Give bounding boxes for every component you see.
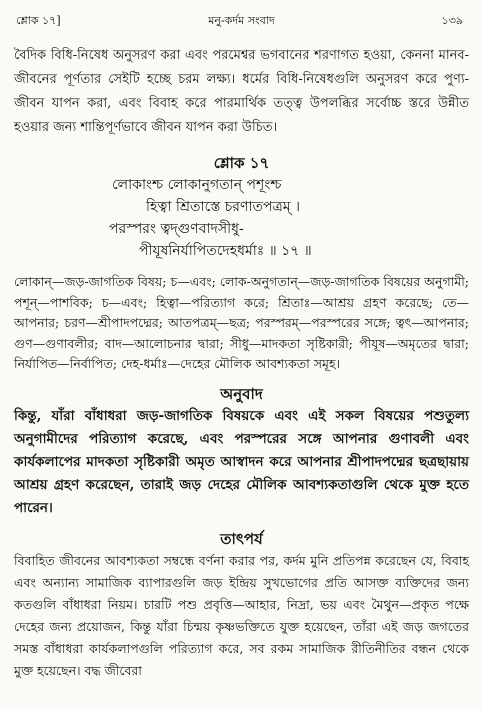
translation-paragraph: কিন্তু, যাঁরা বাঁধাধরা জড়-জাগতিক বিষয়কে এবং এই সকল বিষয়ের পশুতুল্য অনুগামীদের পরিত্যাগ করেছে, এবং পরস্পরের সঙ্গে আপনার গুণাবলী এবং কার্যকলাপের মাদকতা সৃষ্টিকারী অমৃত আস্বাদন করে আপনার শ্রীপাদপদ্মের ছত্রছায়ায় আশ্রয় গ্রহণ করেছেন, তারাই জড় দেহের মৌলিক আবশ্যকতাগুলি থেকে মুক্ত হতে পারেন। [14,407,469,516]
purport-paragraph: বিবাহিত জীবনের আবশ্যকতা সম্বন্ধে বর্ণনা করার পর, কর্দম মুনি প্রতিপন্ন করেছেন যে, বিবাহ এবং অন্যান্য সামাজিক ব্যাপারগুলি জড় ইন্দ্রিয় সুখভোগের প্রতি আসক্ত ব্যক্তিদের জন্য কতগুলি বাঁধাধরা নিয়ম। চারটি পশু প্রবৃত্তি—আহার, নিদ্রা, ভয় এবং মৈথুন—প্রকৃত পক্ষে দেহের জন্য প্রয়োজন, কিন্তু যাঁরা চিন্ময় কৃষ্ণভক্তিতে যুক্ত হয়েছেন, তাঁরা এই জড় জগতের সমস্ত বাঁধাধরা কার্যকলাপগুলি পরিত্যাগ করে, সব রকম সামাজিক রীতিনীতির বন্ধন থেকে মুক্ত হয়েছেন। বদ্ধ জীবেরা [14,552,469,678]
verse-line: পরস্পরং ত্বদ্গুণবাদসীধু- [109,221,244,237]
running-header [14,12,469,28]
synonyms-paragraph: লোকান্—জড়-জাগতিক বিষয়; চ—এবং; লোক-অনুগতান্—জড়-জাগতিক বিষয়ের অনুগামী; পশূন্—পাশবিক; চ—এবং; হিত্বা—পরিত্যাগ করে; শ্রিতাঃ—আশ্রয় গ্রহণ করেছে; তে—আপনার; চরণ—শ্রীপাদপদ্মের; আতপত্রম্—ছত্র; পরস্পরম্—পরস্পরের সঙ্গে; ত্বৎ—আপনার; গুণ—গুণাবলীর; বাদ—আলোচনার দ্বারা; সীধু—মাদকতা সৃষ্টিকারী; পীযূষ—অমৃতের দ্বারা; নির্যাপিত—নির্বাপিত; দেহ-ধর্মাঃ—দেহের মৌলিক আবশ্যকতা সমূহ। [14,274,469,371]
verse-line: পীযূষনির্যাপিতদেহধর্মাঃ ॥ ১৭ ॥ [139,243,312,259]
header-chapter-title: মনু-কর্দম সংবাদ [208,14,275,27]
verse-text [14,174,469,262]
verse-number: শ্লোক ১৭ [213,154,270,172]
purport-heading: তাৎপর্য [220,529,263,548]
page-number: ১৩৯ [441,14,463,27]
verse-line: লোকাংশ্চ লোকানুগতান্ পশূংশ্চ [112,177,282,193]
verse-line: হিত্বা শ্রিতাস্তে চরণাতপত্রম্ । [146,199,301,215]
header-verse-ref: শ্লোক ১৭] [16,14,61,27]
page-body [14,44,469,682]
intro-paragraph: বৈদিক বিধি-নিষেধ অনুসরণ করা এবং পরমেশ্বর ভগবানের শরণাগত হওয়া, কেননা মানব-জীবনের পূর্ণতার সেইটি হচ্ছে চরম লক্ষ্য। ধর্মের বিধি-নিষেধগুলি অনুসরণ করে পুণ্য-জীবন যাপন করা, এবং বিবাহ করে পারমার্থিক তত্ত্ব উপলব্ধির সর্বোচ্চ স্তরে উন্নীত হওয়ার জন্য শান্তিপূর্ণভাবে জীবন যাপন করা উচিত। [14,48,469,135]
translation-heading: অনুবাদ [220,384,263,403]
